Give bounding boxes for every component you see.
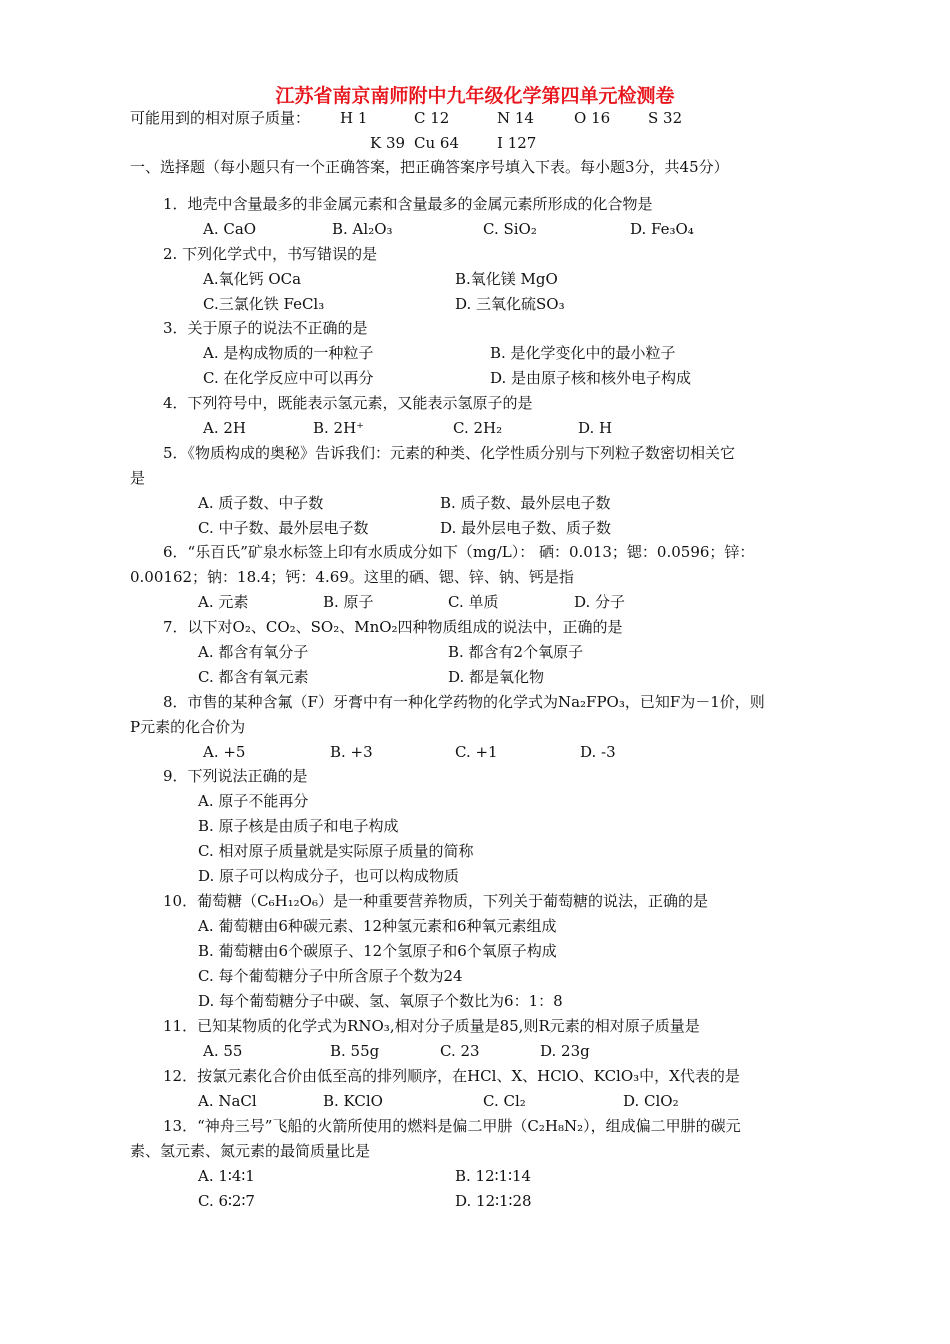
atomic-mass: K 39 <box>370 134 406 152</box>
atomic-mass: Cu 64 <box>414 134 459 152</box>
question-option: C. 单质 <box>448 593 499 611</box>
question-stem: 4．下列符号中，既能表示氢元素，又能表示氢原子的是 <box>163 394 533 412</box>
page-title: 江苏省南京南师附中九年级化学第四单元检测卷 <box>275 85 675 107</box>
question-option: B. 55g <box>330 1042 380 1060</box>
question-option: C. 2H₂ <box>453 419 503 437</box>
question-stem-cont: 是 <box>130 469 146 487</box>
question-stem: 10．葡萄糖（C₆H₁₂O₆）是一种重要营养物质，下列关于葡萄糖的说法，正确的是 <box>163 892 708 910</box>
question-option: D. ClO₂ <box>623 1092 679 1110</box>
question-option: A. 55 <box>203 1042 243 1060</box>
question-option: D. 12∶1∶28 <box>455 1192 532 1210</box>
question-option: C. Cl₂ <box>483 1092 526 1110</box>
question-option: C. SiO₂ <box>483 220 537 238</box>
question-option: A. 1∶4∶1 <box>198 1167 255 1185</box>
question-option: D. H <box>578 419 613 437</box>
question-stem-cont: P元素的化合价为 <box>130 718 246 736</box>
question-option: D. 是由原子核和核外电子构成 <box>490 369 692 387</box>
question-option: D. 原子可以构成分子，也可以构成物质 <box>198 867 460 885</box>
question-option: B. 原子 <box>323 593 374 611</box>
question-option: B. 都含有2个氧原子 <box>448 643 584 661</box>
question-stem: 2. 下列化学式中，书写错误的是 <box>163 245 378 263</box>
question-option: B. +3 <box>330 743 373 761</box>
question-option: A. 元素 <box>198 593 249 611</box>
question-option: A. 质子数、中子数 <box>198 494 324 512</box>
question-option: A. NaCl <box>198 1092 257 1110</box>
question-option: B. 原子核是由质子和电子构成 <box>198 817 399 835</box>
question-stem: 3．关于原子的说法不正确的是 <box>163 319 368 337</box>
question-option: B. Al₂O₃ <box>332 220 393 238</box>
question-option: B. 葡萄糖由6个碳原子、12个氢原子和6个氧原子构成 <box>198 942 557 960</box>
question-option: C. 每个葡萄糖分子中所含原子个数为24 <box>198 967 463 985</box>
question-stem-cont: 素、氢元素、氮元素的最简质量比是 <box>130 1142 371 1160</box>
question-stem: 9．下列说法正确的是 <box>163 767 308 785</box>
question-stem: 12．按氯元素化合价由低至高的排列顺序，在HCl、X、HClO、KClO₃中，X代表的是 <box>163 1067 740 1085</box>
atomic-mass: O 16 <box>574 109 611 127</box>
question-option: B.氧化镁 MgO <box>455 270 558 288</box>
question-option: C. 在化学反应中可以再分 <box>203 369 374 387</box>
question-option: D. 每个葡萄糖分子中碳、氢、氧原子个数比为6：1：8 <box>198 992 563 1010</box>
question-option: C. +1 <box>455 743 498 761</box>
question-option: A. 是构成物质的一种粒子 <box>203 344 374 362</box>
question-stem: 1．地壳中含量最多的非金属元素和含量最多的金属元素所形成的化合物是 <box>163 195 653 213</box>
question-option: D. Fe₃O₄ <box>630 220 694 238</box>
question-stem: 6．“乐百氏”矿泉水标签上印有水质成分如下（mg/L）： 硒：0.013；锶：0.0596；锌： <box>163 543 755 561</box>
question-option: D. 分子 <box>574 593 626 611</box>
question-option: A. 原子不能再分 <box>198 792 309 810</box>
question-option: B. KClO <box>323 1092 383 1110</box>
atomic-mass: H 1 <box>340 109 368 127</box>
atomic-mass-label: 可能用到的相对原子质量： <box>130 109 311 127</box>
question-option: C. 中子数、最外层电子数 <box>198 519 369 537</box>
question-option: A. CaO <box>203 220 257 238</box>
question-option: D. 都是氧化物 <box>448 668 545 686</box>
question-option: B. 12∶1∶14 <box>455 1167 532 1185</box>
question-option: D. -3 <box>580 743 616 761</box>
question-option: C. 都含有氧元素 <box>198 668 309 686</box>
question-stem: 11．已知某物质的化学式为RNO₃,相对分子质量是85,则R元素的相对原子质量是 <box>163 1017 700 1035</box>
question-option: C.三氯化铁 FeCl₃ <box>203 295 325 313</box>
atomic-mass: I 127 <box>497 134 537 152</box>
question-option: B. 2H⁺ <box>313 419 365 437</box>
question-option: A. 都含有氧分子 <box>198 643 309 661</box>
atomic-mass: N 14 <box>497 109 534 127</box>
question-option: A. 葡萄糖由6种碳元素、12种氢元素和6种氧元素组成 <box>198 917 557 935</box>
section-heading: 一、选择题（每小题只有一个正确答案，把正确答案序号填入下表。每小题3分，共45分） <box>130 158 729 176</box>
atomic-mass: C 12 <box>414 109 450 127</box>
question-option: A. +5 <box>203 743 246 761</box>
question-stem: 5．《物质构成的奥秘》告诉我们：元素的种类、化学性质分别与下列粒子数密切相关它 <box>163 444 736 462</box>
question-stem-cont: 0.00162；钠：18.4；钙：4.69。这里的硒、锶、锌、钠、钙是指 <box>130 568 574 586</box>
question-option: A.氧化钙 OCa <box>203 270 302 288</box>
question-option: A. 2H <box>203 419 246 437</box>
question-option: B. 是化学变化中的最小粒子 <box>490 344 676 362</box>
question-option: C. 相对原子质量就是实际原子质量的简称 <box>198 842 474 860</box>
question-option: D. 三氧化硫SO₃ <box>455 295 565 313</box>
atomic-mass: S 32 <box>648 109 683 127</box>
question-option: D. 最外层电子数、质子数 <box>440 519 612 537</box>
question-stem: 8．市售的某种含氟（F）牙膏中有一种化学药物的化学式为Na₂FPO₃，已知F为－1价，则 <box>163 693 765 711</box>
question-option: C. 23 <box>440 1042 480 1060</box>
question-stem: 7．以下对O₂、CO₂、SO₂、MnO₂四种物质组成的说法中，正确的是 <box>163 618 623 636</box>
question-stem: 13．“神舟三号”飞船的火箭所使用的燃料是偏二甲肼（C₂H₈N₂），组成偏二甲肼的碳元 <box>163 1117 741 1135</box>
question-option: D. 23g <box>540 1042 590 1060</box>
question-option: C. 6∶2∶7 <box>198 1192 255 1210</box>
question-option: B. 质子数、最外层电子数 <box>440 494 611 512</box>
